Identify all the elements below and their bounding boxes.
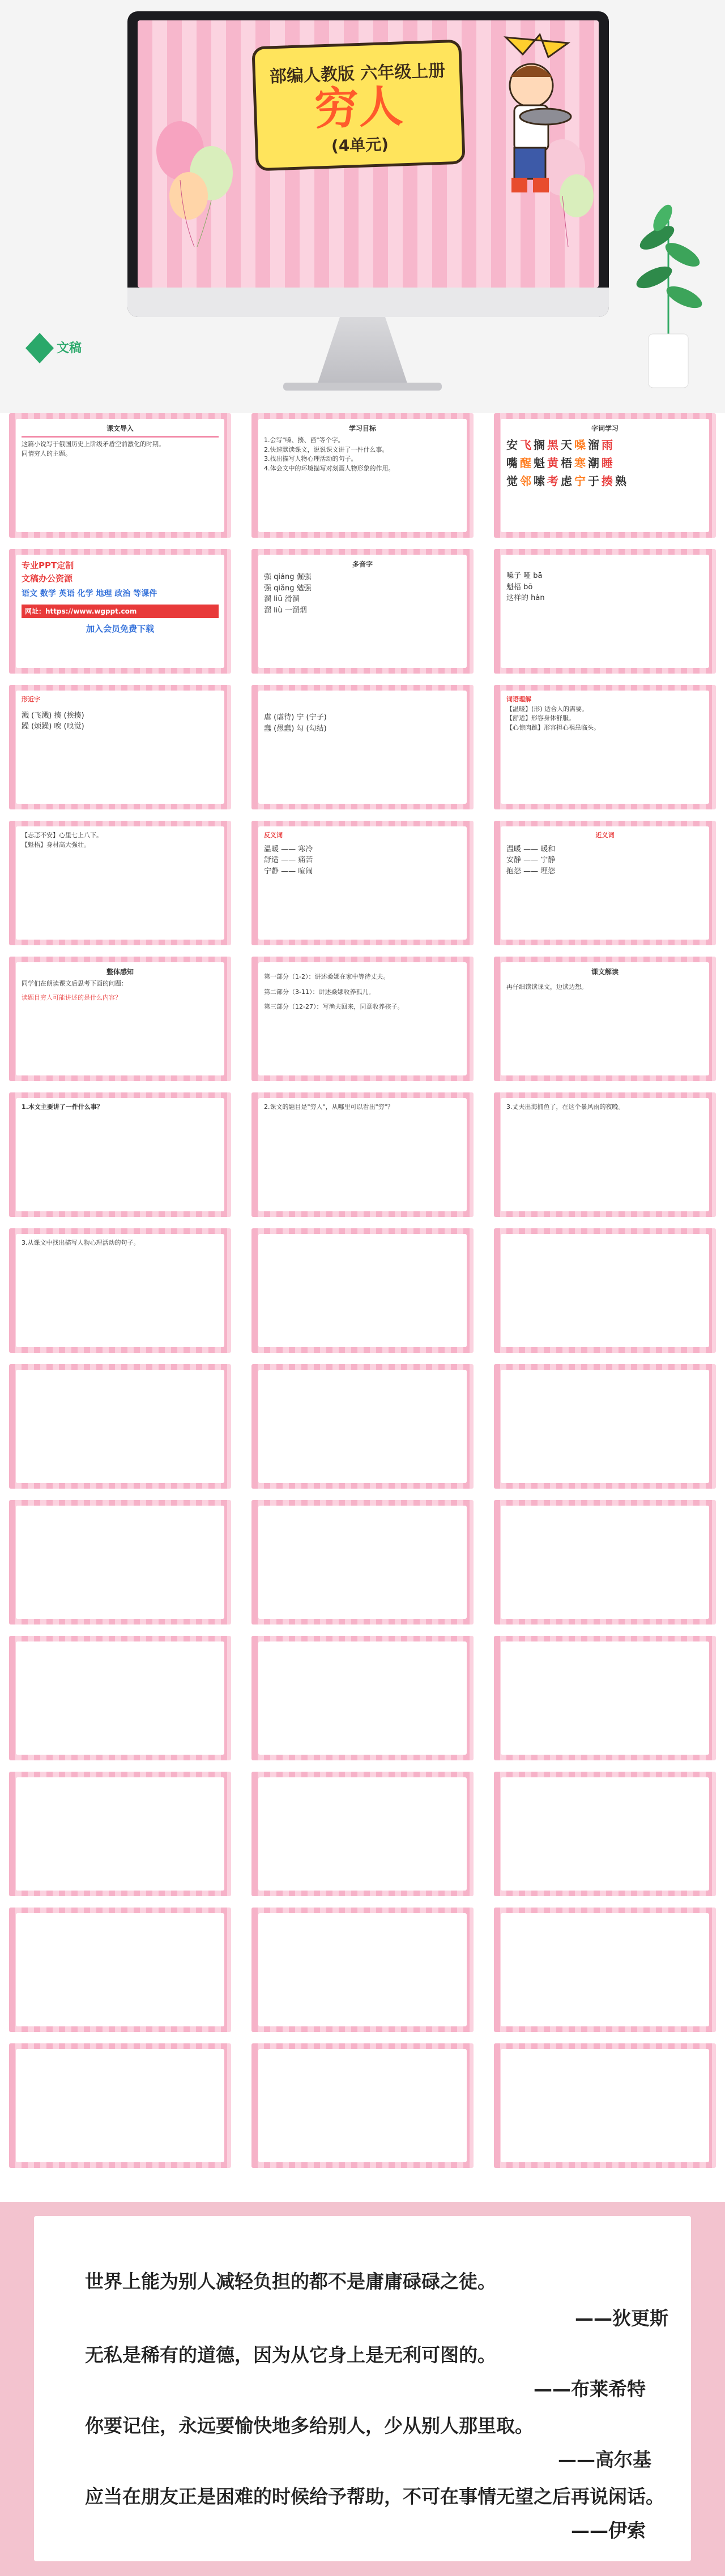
slide-title: 形近字 — [22, 696, 40, 703]
promo-brand: 文稿办公资源 — [22, 573, 73, 584]
quote-author: ——伊索 — [571, 2519, 646, 2541]
slide-text: 3.找出描写人物心理活动的句子。 — [264, 455, 357, 462]
slide-text: 第二部分（3-11）：讲述桑娜收养孤儿。 — [264, 988, 375, 996]
slide-text: 4.体会文中的环境描写对刻画人物形象的作用。 — [264, 464, 395, 472]
slide-title: 字词学习 — [591, 425, 619, 432]
slide-text: 同学们在朗读课文后思考下面的问题： — [22, 980, 127, 987]
boy-illustration — [483, 32, 579, 202]
slide-text: 【魁梧】身材高大强壮。 — [22, 841, 90, 848]
quote-author: ——高尔基 — [558, 2449, 651, 2471]
slide-text: 【温暖】(形) 适合人的需要。 — [506, 705, 588, 713]
promo-url[interactable]: 网址：https://www.wgppt.com — [22, 605, 219, 618]
monitor-screen — [138, 20, 599, 288]
slide-21 — [494, 1228, 716, 1353]
slide-text: 【心惊肉跳】形容担心祸患临头。 — [506, 723, 600, 731]
slide-text: 舒适 —— 痛苦 — [264, 856, 313, 864]
slide-16 — [9, 1092, 231, 1217]
slide-38 — [251, 2043, 474, 2168]
slide-text: 【舒适】形容身体舒服。 — [506, 714, 575, 722]
hero-unit: (4单元) — [331, 135, 389, 156]
slide-text: 3.从课文中找出描写人物心理活动的句子。 — [22, 1239, 140, 1246]
slide-title: 课文解读 — [591, 968, 619, 976]
word: 嗓 — [574, 438, 588, 452]
word: 搁 — [534, 438, 547, 452]
plant-illustration — [629, 187, 708, 391]
word: 魁 — [534, 456, 547, 470]
brand-logo — [23, 328, 91, 368]
quotes-section — [0, 2202, 725, 2576]
slide-6 — [494, 549, 716, 674]
promo-heading: 专业PPT定制 — [22, 560, 74, 571]
slide-17 — [251, 1092, 474, 1217]
slide-text: 蠢 (愚蠢) 勾 (勾结) — [264, 724, 327, 733]
slide-1 — [9, 413, 231, 538]
slide-29 — [251, 1636, 474, 1760]
slide-text: 强 qiáng 倔强 — [264, 573, 312, 581]
slide-text: 温暖 —— 暖和 — [506, 845, 556, 854]
divider — [22, 436, 219, 438]
quote-text: 你要记住，永远要愉快地多给别人，少从别人那里取。 — [85, 2415, 534, 2437]
promo-subjects: 语文 数学 英语 化学 地理 政治 等课件 — [22, 589, 157, 598]
slide-text: 溅 (飞溅) 揍 (挨揍) — [22, 711, 84, 720]
word: 黄 — [547, 456, 561, 470]
word: 溜 — [588, 438, 602, 452]
slide-3 — [494, 413, 716, 538]
slide-20 — [251, 1228, 474, 1353]
slide-10 — [9, 821, 231, 945]
slide-4 — [9, 549, 231, 674]
slide-text: 2.课文的题目是"穷人"，从哪里可以看出"穷"？ — [264, 1103, 394, 1111]
slide-15 — [494, 957, 716, 1081]
promo-join: 加入会员免费下载 — [86, 624, 154, 634]
slide-24 — [494, 1364, 716, 1489]
word: 虑 — [561, 474, 574, 488]
slide-11 — [251, 821, 474, 945]
slide-14 — [251, 957, 474, 1081]
slide-35 — [251, 1908, 474, 2032]
word: 揍 — [602, 474, 615, 488]
slide-12 — [494, 821, 716, 945]
slide-39 — [494, 2043, 716, 2168]
slide-text: 同情穷人的主题。 — [22, 449, 71, 457]
slide-27 — [494, 1500, 716, 1625]
word: 嗦 — [534, 474, 547, 488]
monitor-base — [283, 383, 442, 391]
slide-36 — [494, 1908, 716, 2032]
slide-text: 读题目穷人可能讲述的是什么内容？ — [22, 993, 121, 1001]
slide-28 — [9, 1636, 231, 1760]
word: 宁 — [574, 474, 588, 488]
slide-text: 3.丈夫出海捕鱼了，在这个暴风雨的夜晚。 — [506, 1103, 625, 1111]
slide-23 — [251, 1364, 474, 1489]
word: 于 — [588, 474, 602, 488]
slide-grid — [0, 413, 725, 2202]
slide-title: 课文导入 — [106, 425, 134, 432]
word: 梧 — [561, 456, 574, 470]
quotes-card — [34, 2216, 691, 2561]
word: 天 — [561, 438, 574, 452]
slide-text: 【忐忑不安】心里七上八下。 — [22, 831, 103, 839]
quote-author: ——狄更斯 — [575, 2307, 668, 2329]
monitor-chin — [127, 288, 609, 317]
slide-text: 强 qiǎng 勉强 — [264, 584, 312, 593]
slide-title: 整体感知 — [106, 968, 134, 976]
slide-text: 抱怨 —— 埋怨 — [506, 867, 556, 876]
slide-text: 宁静 —— 喧闹 — [264, 867, 313, 876]
svg-text:文稿: 文稿 — [57, 341, 82, 355]
slide-title: 反义词 — [264, 831, 283, 839]
slide-text: 嗓子 哑 bā — [506, 572, 543, 580]
word: 飞 — [520, 438, 534, 452]
slide-34 — [9, 1908, 231, 2032]
slide-text: 1.会写"嗓、揍、舀"等个字。 — [264, 436, 344, 444]
word: 潮 — [588, 456, 602, 470]
balloons-illustration — [149, 111, 245, 252]
word: 安 — [506, 438, 520, 452]
slide-5 — [251, 549, 474, 674]
slide-title: 多音字 — [352, 560, 373, 568]
word: 雨 — [602, 438, 615, 452]
slide-text: 躁 (烦躁) 嗅 (嗅觉) — [22, 722, 84, 731]
word: 考 — [547, 474, 561, 488]
slide-7 — [9, 685, 231, 809]
slide-25 — [9, 1500, 231, 1625]
slide-26 — [251, 1500, 474, 1625]
title-sign — [251, 40, 465, 172]
quote-text: 应当在朋友正是困难的时候给予帮助，不可在事情无望之后再说闲话。 — [85, 2485, 664, 2508]
slide-8 — [251, 685, 474, 809]
word: 醒 — [520, 456, 534, 470]
slide-title: 学习目标 — [348, 425, 376, 432]
slide-9 — [494, 685, 716, 809]
slide-text: 溜 liù 一溜烟 — [264, 606, 307, 615]
hero-section — [0, 0, 725, 413]
slide-22 — [9, 1364, 231, 1489]
monitor-stand — [317, 317, 408, 385]
slide-32 — [251, 1772, 474, 1896]
monitor — [127, 11, 609, 317]
word: 嘴 — [506, 456, 520, 470]
hero-title: 穷人 — [313, 81, 404, 135]
slide-19 — [9, 1228, 231, 1353]
word: 黑 — [547, 438, 561, 452]
slide-33 — [494, 1772, 716, 1896]
slide-2 — [251, 413, 474, 538]
hero-subtitle: 部编人教版 六年级上册 — [269, 61, 446, 87]
slide-13 — [9, 957, 231, 1081]
slide-37 — [9, 2043, 231, 2168]
slide-text: 2.快速默读课文，说说课文讲了一件什么事。 — [264, 445, 389, 453]
slide-text: 第三部分（12-27）：写渔夫回来，同意收养孩子。 — [264, 1003, 404, 1010]
word: 寒 — [574, 456, 588, 470]
slide-30 — [494, 1636, 716, 1760]
quote-text: 世界上能为别人减轻负担的都不是庸庸碌碌之徒。 — [85, 2270, 496, 2292]
slide-text: 虐 (虐待) 宁 (宁子) — [264, 713, 327, 722]
slide-title: 近义词 — [595, 831, 615, 839]
slide-18 — [494, 1092, 716, 1217]
slide-text: 这样的 hàn — [506, 594, 545, 602]
quote-author: ——布莱希特 — [534, 2378, 646, 2400]
word: 睡 — [602, 456, 615, 470]
word: 熟 — [615, 474, 629, 488]
slide-text: 安静 —— 宁静 — [506, 856, 556, 864]
slide-text: 溜 liū 滑溜 — [264, 595, 300, 603]
slide-text: 温暖 —— 寒冷 — [264, 845, 313, 854]
word: 邻 — [520, 474, 534, 488]
slide-text: 魁梧 bō — [506, 582, 533, 592]
slide-text: 再仔细读读课文，边读边想。 — [506, 983, 587, 991]
slide-title: 词语理解 — [506, 696, 531, 703]
quote-text: 无私是稀有的道德，因为从它身上是无利可图的。 — [85, 2344, 496, 2366]
word: 觉 — [506, 474, 520, 488]
slide-text: 1.本文主要讲了一件什么事？ — [22, 1103, 103, 1111]
slide-text: 第一部分（1-2）：讲述桑娜在家中等待丈夫。 — [264, 973, 390, 980]
slide-31 — [9, 1772, 231, 1896]
slide-text: 这篇小说写于俄国历史上阶级矛盾空前激化的时期。 — [22, 440, 165, 448]
